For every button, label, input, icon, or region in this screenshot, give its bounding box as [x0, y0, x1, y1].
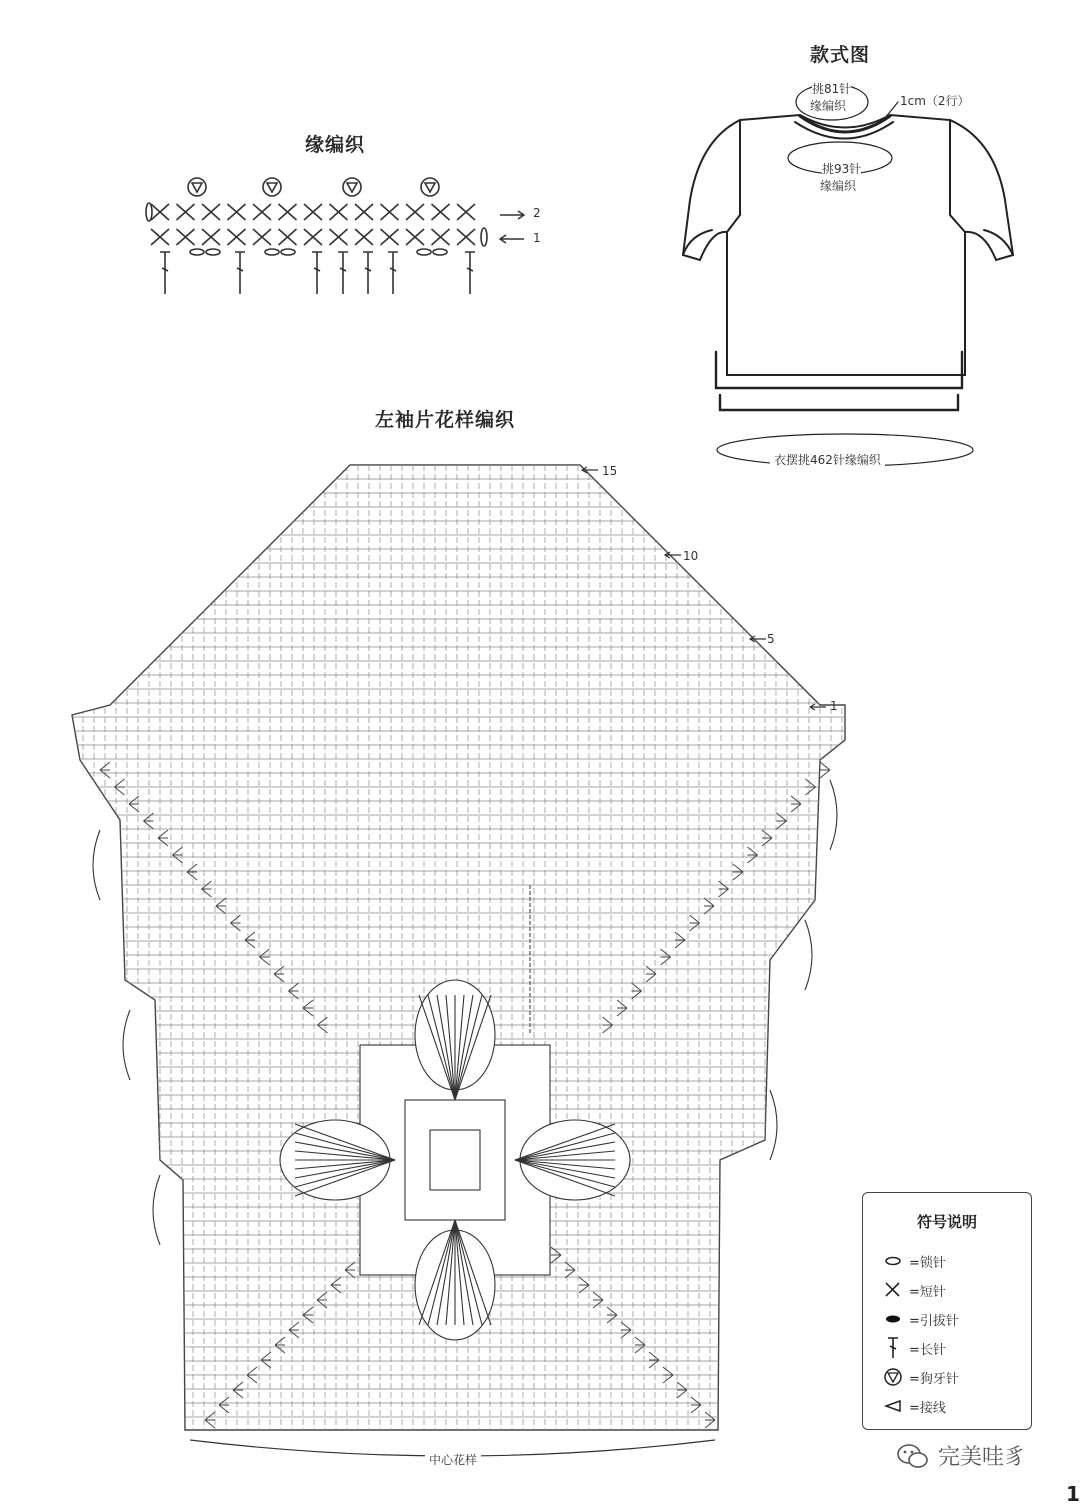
fan-cluster — [260, 949, 270, 965]
fan-cluster — [593, 1292, 603, 1308]
legend-row-double-crochet — [883, 1337, 946, 1359]
legend-title: 符号说明 — [916, 1213, 977, 1231]
fan-cluster — [202, 881, 212, 897]
fan-cluster — [187, 864, 197, 880]
fan-cluster — [565, 1262, 575, 1278]
fan-cluster — [233, 1382, 243, 1398]
fan-cluster — [607, 1307, 617, 1323]
join-yarn-icon — [883, 1395, 907, 1417]
fan-cluster — [675, 932, 685, 948]
style-diagram-title: 款式图 — [810, 44, 871, 66]
slip-stitch-icon — [883, 1308, 907, 1330]
sleeve-chart-title: 左袖片花样编织 — [375, 409, 516, 431]
edging-row-label-1: 1 — [533, 231, 541, 245]
fan-cluster — [649, 1352, 659, 1368]
fan-cluster — [245, 932, 255, 948]
sleeve-row-label-15: 15 — [602, 464, 618, 478]
fan-cluster — [635, 1337, 645, 1353]
chain-stitch-icon — [883, 1250, 907, 1272]
fan-cluster — [303, 1000, 313, 1016]
fan-cluster — [617, 1000, 627, 1016]
fan-cluster — [129, 796, 139, 812]
legend-label-picot: =狗牙针 — [909, 1371, 959, 1387]
neck-outer-line1: 挑81针 — [812, 82, 852, 96]
fan-cluster — [733, 864, 743, 880]
hem-label: 衣摆挑462针缘编织 — [770, 451, 885, 468]
row-arrow — [582, 467, 598, 473]
fan-cluster — [791, 796, 801, 812]
fan-cluster — [317, 1292, 327, 1308]
fan-cluster — [677, 1382, 687, 1398]
edging-title: 缘编织 — [305, 134, 366, 156]
double-crochet-icon — [883, 1337, 907, 1359]
fan-cluster — [621, 1322, 631, 1338]
fan-cluster — [704, 898, 714, 914]
fan-cluster — [205, 1412, 215, 1428]
fan-cluster — [303, 1307, 313, 1323]
single-crochet-icon — [883, 1279, 907, 1301]
sleeve-row-label-10: 10 — [683, 549, 699, 563]
fan-cluster — [274, 966, 284, 982]
neck-outer-line2: 缘编织 — [810, 99, 847, 113]
legend-row-slip-stitch — [883, 1308, 959, 1330]
legend-row-single-crochet — [883, 1279, 946, 1301]
fan-cluster — [219, 1397, 229, 1413]
fan-cluster — [691, 1397, 701, 1413]
join-arc — [93, 830, 100, 900]
sleeve-row-label-1: 1 — [830, 699, 838, 713]
neck-inner-line1: 挑93针 — [822, 162, 862, 176]
fan-cluster — [231, 915, 241, 931]
picot-icon — [883, 1366, 907, 1388]
legend-label-single-crochet: =短针 — [909, 1284, 946, 1300]
motif-core — [430, 1130, 480, 1190]
legend-label-double-crochet: =长针 — [909, 1342, 946, 1358]
fan-cluster — [247, 1367, 257, 1383]
fan-cluster — [345, 1262, 355, 1278]
join-arc — [770, 1090, 777, 1160]
fan-cluster — [144, 813, 154, 829]
fan-cluster — [216, 898, 226, 914]
fan-cluster — [661, 949, 671, 965]
fan-cluster — [806, 779, 816, 795]
center-motif-label: 中心花样 — [425, 1451, 481, 1468]
fan-cluster — [173, 847, 183, 863]
join-arc — [830, 780, 837, 850]
fan-cluster — [777, 813, 787, 829]
fan-cluster — [158, 830, 168, 846]
fan-cluster — [275, 1337, 285, 1353]
fan-cluster — [748, 847, 758, 863]
join-arc — [153, 1175, 160, 1245]
legend-row-join-yarn — [883, 1395, 946, 1417]
legend-label-chain: =锁针 — [909, 1255, 946, 1271]
fan-cluster — [289, 983, 299, 999]
fan-cluster — [820, 762, 830, 778]
legend-box — [862, 1192, 1032, 1430]
watermark-text: 完美哇豸 — [938, 1445, 1027, 1470]
fan-cluster — [690, 915, 700, 931]
fan-cluster — [318, 1017, 328, 1033]
legend-label-join-yarn: =接线 — [909, 1400, 946, 1416]
row-arrow — [750, 636, 766, 642]
legend-label-slip-stitch: =引拔针 — [909, 1313, 959, 1329]
legend-row-picot — [883, 1366, 959, 1388]
fan-cluster — [289, 1322, 299, 1338]
join-arc — [805, 920, 812, 990]
collar-height-label: 1cm（2行） — [900, 94, 970, 108]
fan-cluster — [261, 1352, 271, 1368]
join-arc — [123, 1010, 130, 1080]
fan-cluster — [762, 830, 772, 846]
wechat-icon — [896, 1442, 930, 1470]
fan-cluster — [579, 1277, 589, 1293]
watermark — [896, 1440, 1026, 1471]
sleeve-row-label-5: 5 — [767, 632, 775, 646]
edging-row-label-2: 2 — [533, 206, 541, 220]
page-number: 1 — [1066, 1482, 1080, 1506]
legend-row-chain — [883, 1250, 946, 1272]
fan-cluster — [663, 1367, 673, 1383]
fan-cluster — [719, 881, 729, 897]
fan-cluster — [646, 966, 656, 982]
neck-inner-line2: 缘编织 — [820, 179, 857, 193]
